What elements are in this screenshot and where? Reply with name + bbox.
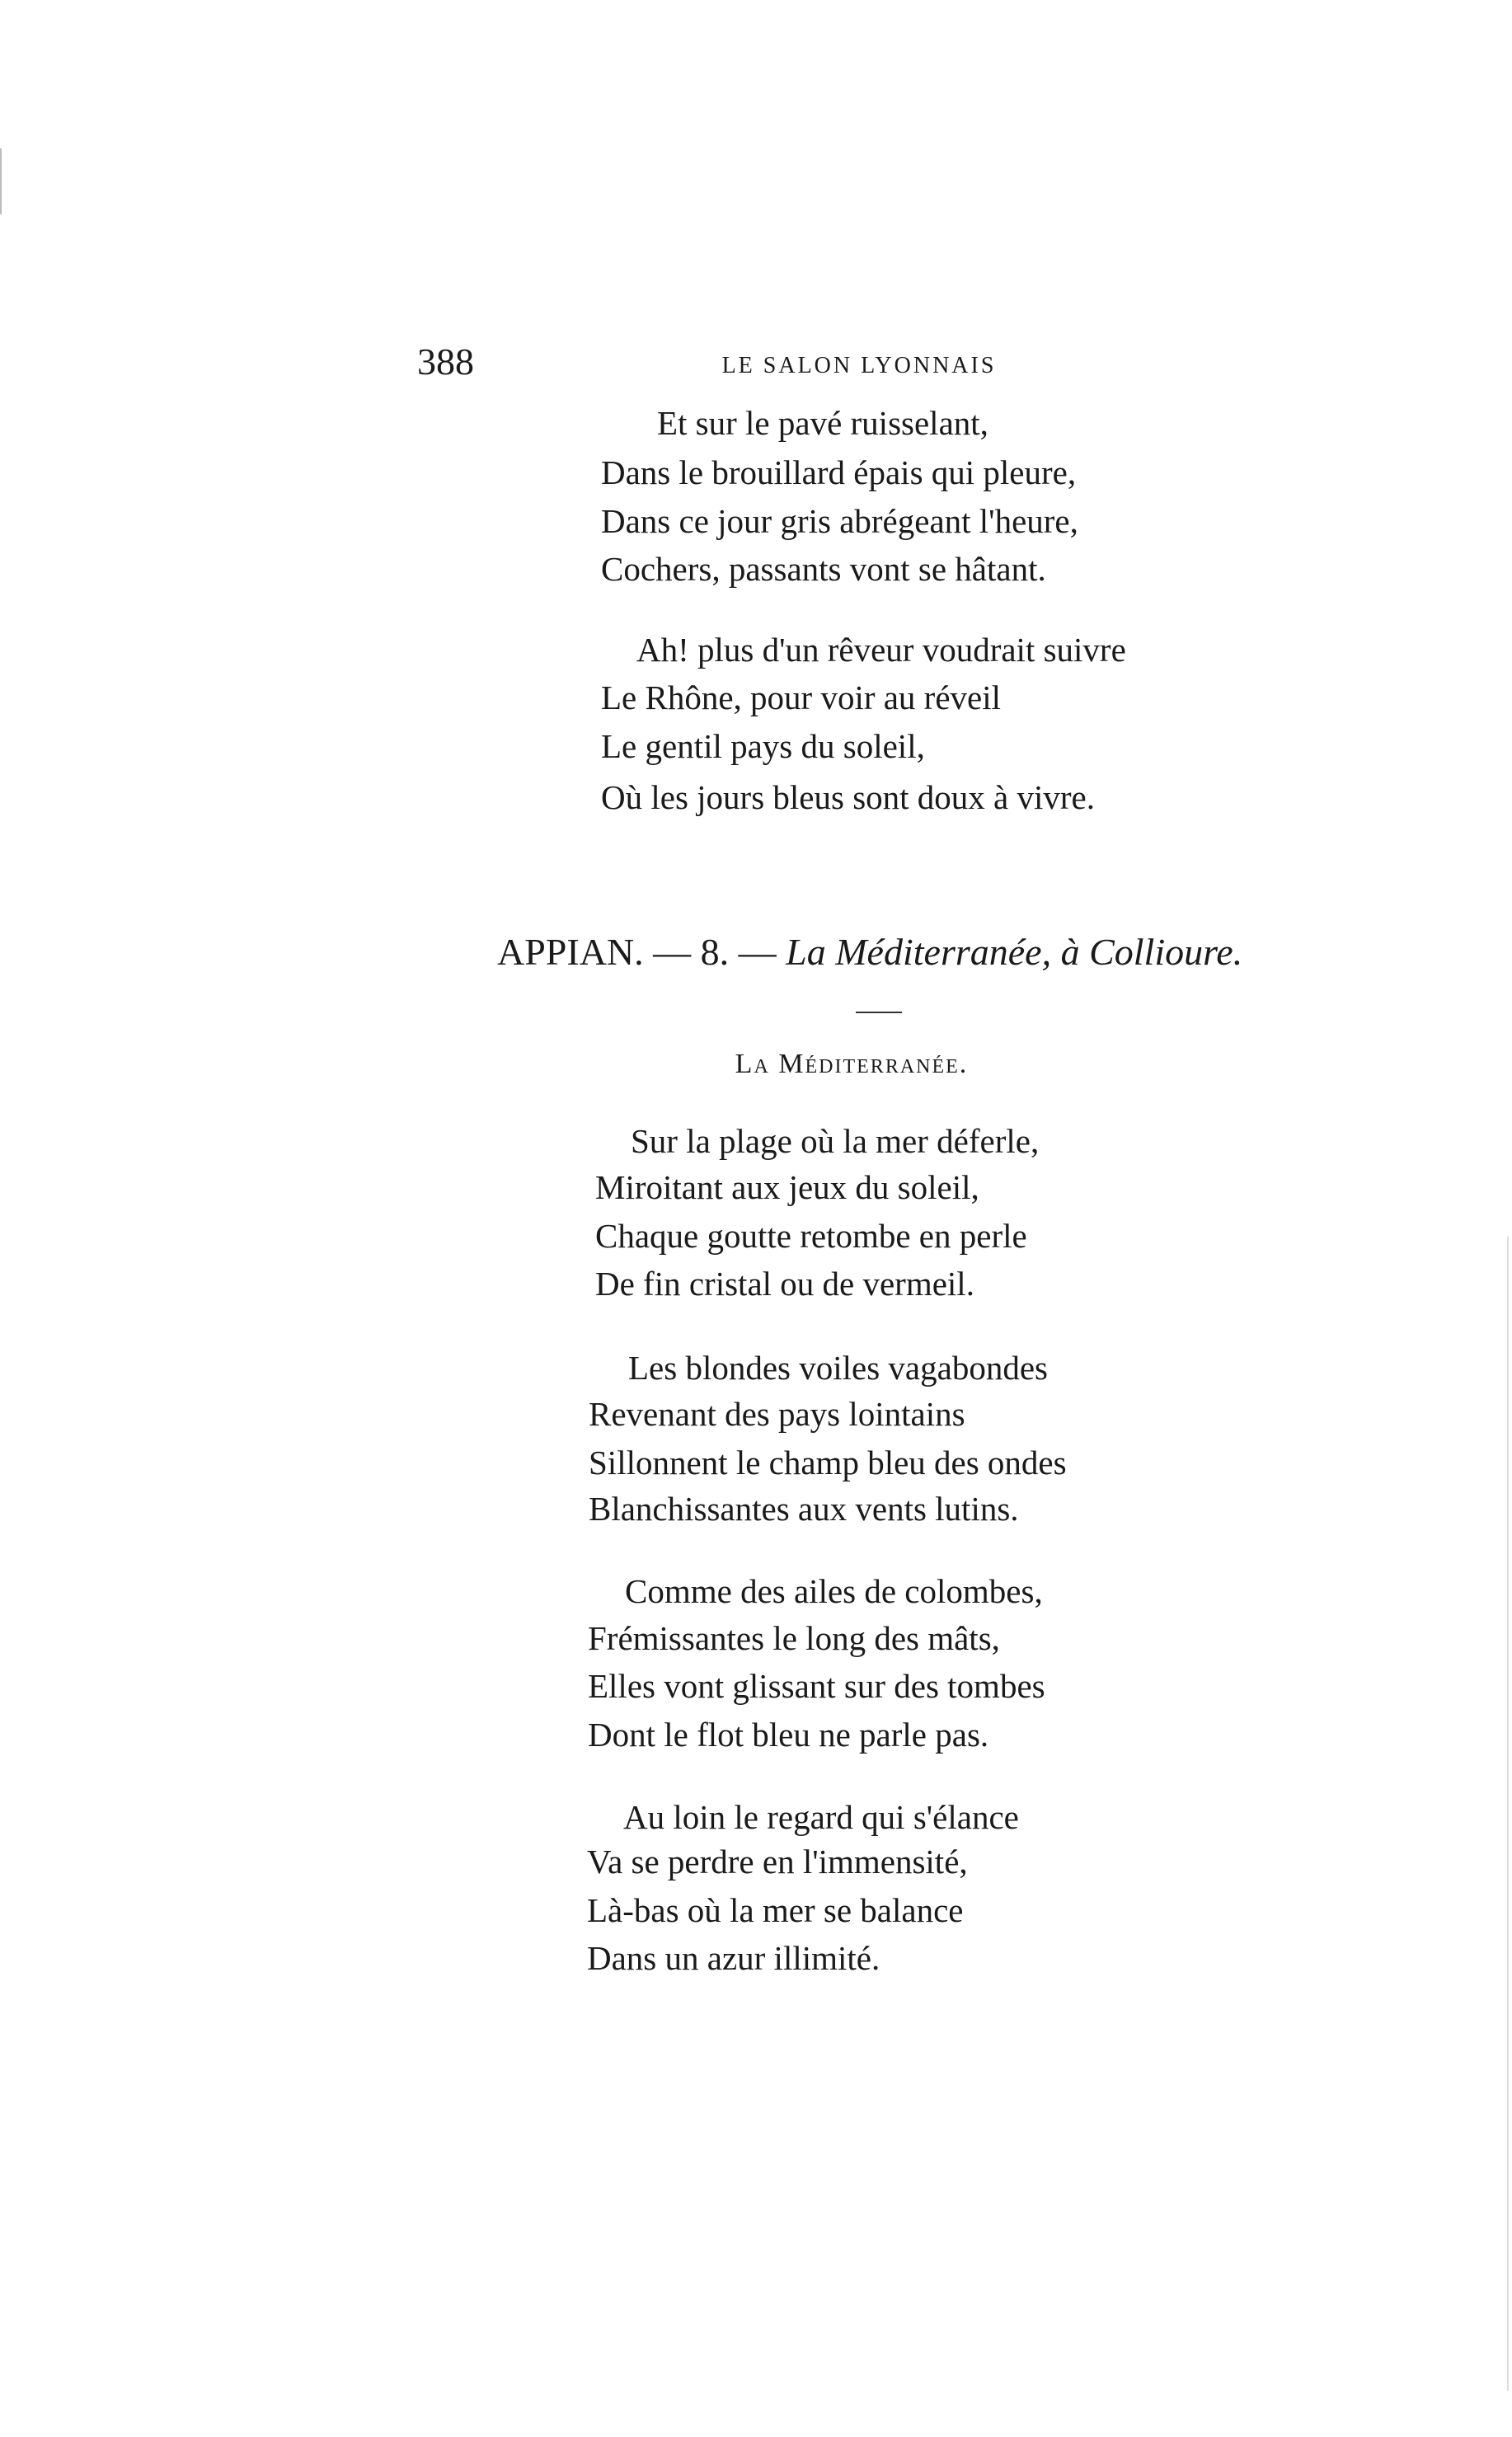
scan-edge <box>1507 1237 1509 2391</box>
page-number: 388 <box>417 340 474 383</box>
verse-line: Sur la plage où la mer déferle, <box>631 1122 1040 1160</box>
artist-name: APPIAN. <box>497 931 644 973</box>
verse-line: De fin cristal ou de vermeil. <box>595 1265 974 1303</box>
entry-number: 8. <box>700 931 730 973</box>
running-head: LE SALON LYONNAIS <box>721 353 997 378</box>
verse-line: Sillonnent le champ bleu des ondes <box>589 1444 1067 1481</box>
verse-line: Cochers, passants vont se hâtant. <box>601 550 1046 588</box>
verse-line: Les blondes voiles vagabondes <box>628 1349 1048 1387</box>
dash: — <box>738 931 777 973</box>
verse-line: Elles vont glissant sur des tombes <box>588 1667 1045 1705</box>
verse-line: Miroitant aux jeux du soleil, <box>595 1168 979 1206</box>
catalogue-entry-heading <box>497 930 1242 974</box>
verse-line: Dont le flot bleu ne parle pas. <box>588 1716 989 1754</box>
verse-line: Va se perdre en l'immensité, <box>587 1843 968 1881</box>
verse-line: Où les jours bleus sont doux à vivre. <box>601 778 1095 816</box>
verse-line: Au loin le regard qui s'élance <box>623 1798 1019 1836</box>
verse-line: Le gentil pays du soleil, <box>601 727 925 765</box>
separator-rule <box>856 1012 902 1013</box>
verse-line: Blanchissantes aux vents lutins. <box>589 1490 1019 1528</box>
verse-line: Comme des ailes de colombes, <box>625 1572 1043 1610</box>
verse-line: Chaque goutte retombe en perle <box>595 1217 1027 1255</box>
verse-line: Frémissantes le long des mâts, <box>588 1619 1000 1657</box>
verse-line: Dans un azur illimité. <box>587 1939 880 1977</box>
verse-line: Dans ce jour gris abrégeant l'heure, <box>601 502 1078 540</box>
verse-line: Ah! plus d'un rêveur voudrait suivre <box>636 631 1126 669</box>
verse-line: Là-bas où la mer se balance <box>587 1891 964 1929</box>
verse-line: Et sur le pavé ruisselant, <box>657 404 988 442</box>
verse-line: Dans le brouillard épais qui pleure, <box>601 453 1077 491</box>
dash: — <box>653 931 692 973</box>
verse-line: Le Rhône, pour voir au réveil <box>601 679 1002 716</box>
artwork-title: La Méditerranée, à Collioure. <box>786 931 1243 973</box>
poem-title: La Méditerranée. <box>735 1049 969 1079</box>
verse-line: Revenant des pays lointains <box>589 1395 965 1433</box>
scan-edge <box>0 148 2 214</box>
